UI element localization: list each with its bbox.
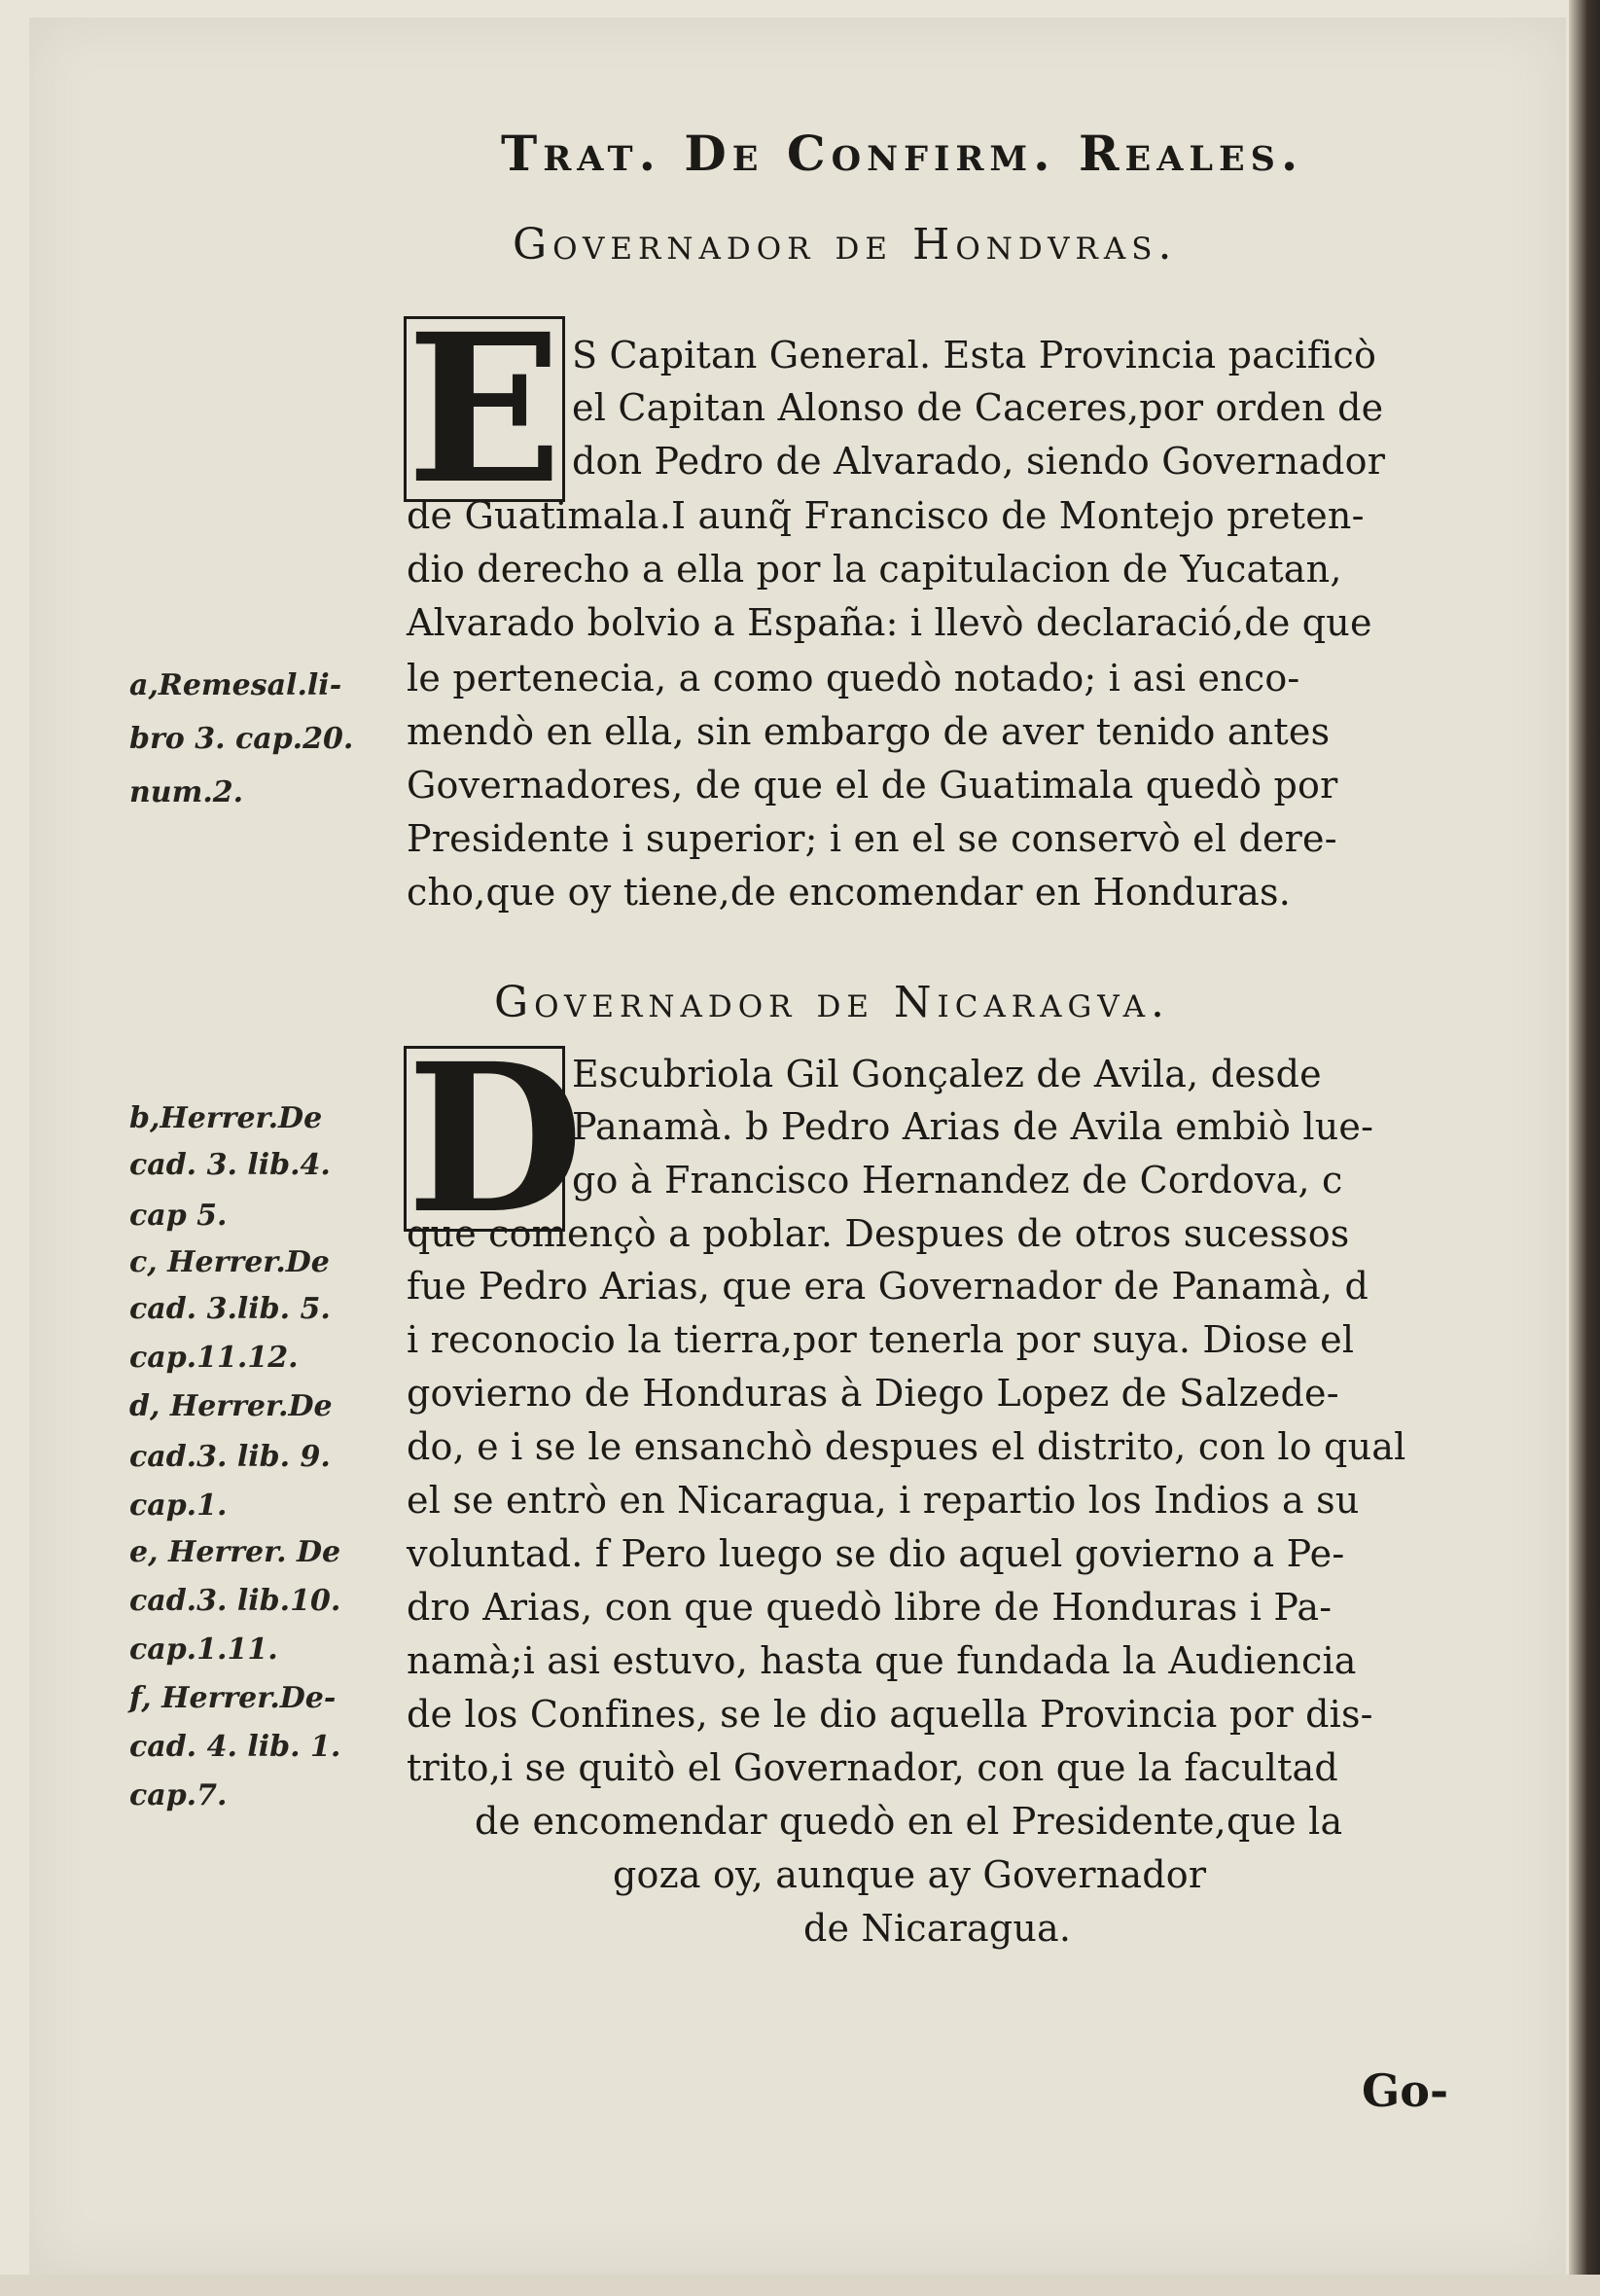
margin-note: d, Herrer.De: [129, 1389, 333, 1423]
body-line: trito,i se quitò el Governador, con que la facultad: [407, 1746, 1338, 1789]
body-line: que començò a poblar. Despues de otros sucessos: [407, 1212, 1350, 1255]
catchword: Go-: [1362, 2064, 1449, 2117]
body-line: Presidente i superior; i en el se conservò el dere-: [407, 817, 1337, 860]
body-line: don Pedro de Alvarado, siendo Governador: [572, 440, 1386, 483]
body-line: govierno de Honduras à Diego Lopez de Salzede-: [407, 1372, 1339, 1415]
body-line: el Capitan Alonso de Caceres,por orden de: [572, 386, 1384, 429]
drop-cap-d: D: [404, 1046, 565, 1232]
body-line: S Capitan General. Esta Provincia pacificò: [572, 334, 1377, 377]
margin-note: cad. 3.lib. 5.: [129, 1292, 331, 1326]
body-line: voluntad. f Pero luego se dio aquel govierno a Pe-: [407, 1532, 1345, 1575]
running-head: Trat. De Confirm. Reales.: [501, 125, 1304, 182]
margin-note: cad. 4. lib. 1.: [129, 1730, 341, 1764]
book-spine-edge: [1569, 0, 1600, 2296]
body-line: goza oy, aunque ay Governador: [613, 1853, 1207, 1896]
margin-note: a,Remesal.li-: [129, 668, 342, 702]
body-line: Panamà. b Pedro Arias de Avila embiò lue-: [572, 1105, 1374, 1148]
margin-note: cap 5.: [129, 1199, 228, 1233]
margin-note: bro 3. cap.20.: [129, 722, 354, 756]
body-line: namà;i asi estuvo, hasta que fundada la Audiencia: [407, 1639, 1357, 1682]
margin-note: c, Herrer.De: [129, 1245, 330, 1279]
margin-note: cap.1.: [129, 1489, 228, 1523]
margin-note: b,Herrer.De: [129, 1101, 323, 1135]
body-line: de Guatimala.I aunq̃ Francisco de Montejo preten-: [407, 494, 1365, 537]
body-line: i reconocio la tierra,por tenerla por suya. Diose el: [407, 1318, 1355, 1361]
margin-note: cap.7.: [129, 1778, 228, 1812]
margin-note: e, Herrer. De: [129, 1535, 341, 1569]
margin-note: f, Herrer.De-: [129, 1681, 337, 1715]
body-line: Governadores, de que el de Guatimala quedò por: [407, 764, 1338, 807]
body-line: Alvarado bolvio a España: i llevò declaració,de que: [407, 601, 1372, 644]
section-title-honduras: Governador de Hondvras.: [513, 220, 1178, 269]
page-bottom-edge: [0, 2275, 1600, 2296]
body-line: mendò en ella, sin embargo de aver tenido antes: [407, 710, 1331, 753]
body-line: de Nicaragua.: [803, 1907, 1072, 1950]
margin-note: cad.3. lib.10.: [129, 1584, 341, 1618]
margin-note: cad.3. lib. 9.: [129, 1440, 331, 1474]
margin-note: cad. 3. lib.4.: [129, 1148, 331, 1182]
body-line: el se entrò en Nicaragua, i repartio los Indios a su: [407, 1479, 1360, 1522]
body-line: cho,que oy tiene,de encomendar en Honduras.: [407, 871, 1292, 914]
body-line: dro Arias, con que quedò libre de Honduras i Pa-: [407, 1586, 1333, 1629]
body-line: le pertenecia, a como quedò notado; i asi enco-: [407, 657, 1300, 700]
margin-note: num.2.: [129, 775, 244, 809]
body-line: go à Francisco Hernandez de Cordova, c: [572, 1159, 1343, 1202]
body-line: do, e i se le ensanchò despues el distrito, con lo qual: [407, 1425, 1406, 1468]
body-line: fue Pedro Arias, que era Governador de Panamà, d: [407, 1265, 1369, 1308]
body-line: Escubriola Gil Gonçalez de Avila, desde: [572, 1053, 1322, 1095]
drop-cap-e: E: [404, 316, 565, 502]
margin-note: cap.11.12.: [129, 1341, 299, 1375]
body-line: dio derecho a ella por la capitulacion de Yucatan,: [407, 548, 1342, 591]
section-title-nicaragua: Governador de Nicaragva.: [494, 978, 1170, 1027]
body-line: de encomendar quedò en el Presidente,que la: [475, 1800, 1343, 1843]
body-line: de los Confines, se le dio aquella Provincia por dis-: [407, 1693, 1373, 1736]
margin-note: cap.1.11.: [129, 1632, 278, 1667]
